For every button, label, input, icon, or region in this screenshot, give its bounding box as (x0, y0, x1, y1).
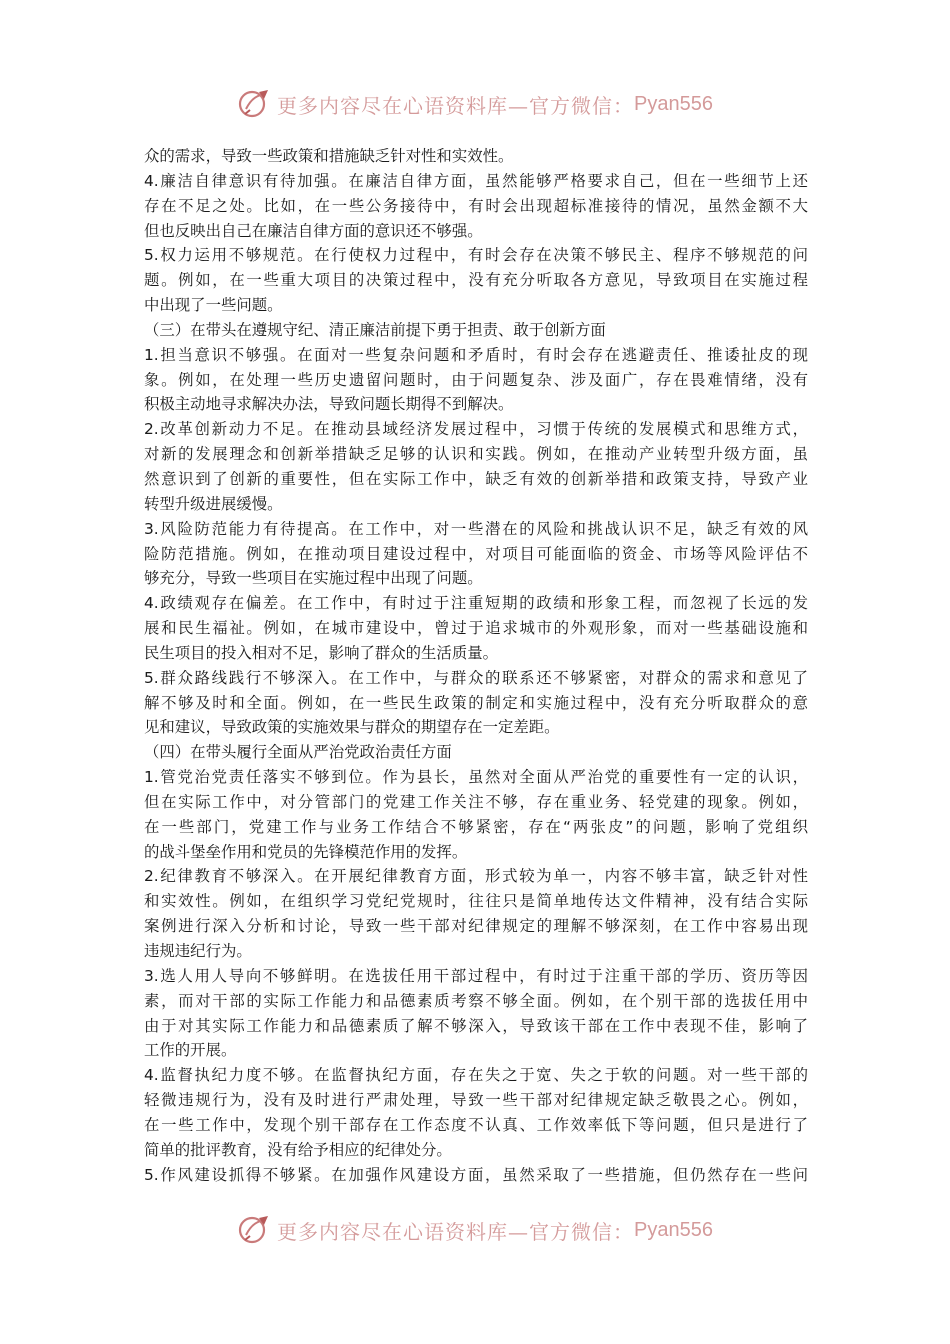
text-line: 但也反映出自己在廉洁自律方面的意识还不够强。 (144, 221, 483, 240)
text-line: 存在不足之处。比如，在一些公务接待中，有时会出现超标准接待的情况，虽然金额不大 (144, 196, 808, 215)
watermark-text: 更多内容尽在心语资料库—官方微信： (277, 93, 635, 118)
text-line: 解不够及时和全面。例如，在一些民生政策的制定和实施过程中，没有充分听取群众的意 (144, 693, 808, 712)
text-line: 在一些工作中，发现个别干部存在工作态度不认真、工作效率低下等问题，但只是进行了 (144, 1115, 808, 1134)
text-line: 4.政绩观存在偏差。在工作中，有时过于注重短期的政绩和形象工程，而忽视了长远的发 (144, 594, 808, 613)
text-line: 4.廉洁自律意识有待加强。在廉洁自律方面，虽然能够严格要求自己，但在一些细节上还 (144, 171, 808, 190)
text-line: 的战斗堡垒作用和党员的先锋模范作用的发挥。 (144, 842, 468, 861)
text-line: 然意识到了创新的重要性，但在实际工作中，缺乏有效的创新举措和政策支持，导致产业 (144, 469, 808, 488)
pen-logo-icon (237, 87, 271, 121)
text-line: （四）在带头履行全面从严治党政治责任方面 (144, 743, 452, 762)
text-line: 5.作风建设抓得不够紧。在加强作风建设方面，虽然采取了一些措施，但仍然存在一些问 (144, 1165, 808, 1184)
watermark-wechat-id: Pyan556 (634, 1218, 713, 1241)
text-line: 够充分，导致一些项目在实施过程中出现了问题。 (144, 569, 483, 588)
text-line: 见和建议，导致政策的实施效果与群众的期望存在一定差距。 (144, 718, 560, 737)
text-line: 简单的批评教育，没有给予相应的纪律处分。 (144, 1140, 452, 1159)
text-line: 3.选人用人导向不够鲜明。在选拔任用干部过程中，有时过于注重干部的学历、资历等因 (144, 966, 808, 985)
text-line: 违规违纪行为。 (144, 942, 252, 960)
header-watermark (0, 84, 950, 124)
text-line: 众的需求，导致一些政策和措施缺乏针对性和实效性。 (144, 147, 514, 165)
text-line: 展和民生福祉。例如，在城市建设中，曾过于追求城市的外观形象，而对一些基础设施和 (144, 619, 808, 638)
text-line: 轻微违规行为，没有及时进行严肃处理，导致一些干部对纪律规定缺乏敬畏之心。例如， (144, 1091, 808, 1110)
text-line: 和实效性。例如，在组织学习党纪党规时，往往只是简单地传达文件精神，没有结合实际 (144, 892, 808, 911)
text-line: 积极主动地寻求解决办法，导致问题长期得不到解决。 (144, 395, 514, 414)
watermark-text: 更多内容尽在心语资料库—官方微信： (277, 1219, 635, 1244)
text-line: 工作的开展。 (144, 1041, 237, 1060)
text-line: 题。例如，在一些重大项目的决策过程中，没有充分听取各方意见，导致项目在实施过程 (144, 271, 808, 290)
text-line: 在一些部门，党建工作与业务工作结合不够紧密，存在“两张皮”的问题，影响了党组织 (144, 817, 808, 836)
text-line: 险防范措施。例如，在推动项目建设过程中，对项目可能面临的资金、市场等风险评估不 (144, 544, 808, 563)
text-line: 1.担当意识不够强。在面对一些复杂问题和矛盾时，有时会存在逃避责任、推诿扯皮的现 (144, 345, 808, 364)
text-line: 对新的发展理念和创新举措缺乏足够的认识和实践。例如，在推动产业转型升级方面，虽 (144, 445, 808, 464)
text-line: 1.管党治党责任落实不够到位。作为县长，虽然对全面从严治党的重要性有一定的认识， (144, 768, 808, 787)
text-line: 5.群众路线践行不够深入。在工作中，与群众的联系还不够紧密，对群众的需求和意见了 (144, 668, 808, 687)
text-line: 4.监督执纪力度不够。在监督执纪方面，存在失之于宽、失之于软的问题。对一些干部的 (144, 1066, 808, 1085)
text-line: 象。例如，在处理一些历史遗留问题时，由于问题复杂、涉及面广，存在畏难情绪，没有 (144, 370, 808, 389)
text-line: 中出现了一些问题。 (144, 296, 283, 315)
watermark-wechat-id: Pyan556 (634, 92, 713, 115)
document-body (144, 144, 808, 1187)
text-line: 转型升级进展缓慢。 (144, 494, 283, 513)
text-line: 素，而对干部的实际工作能力和品德素质考察不够全面。例如，在个别干部的选拔任用中 (144, 991, 808, 1010)
text-line: （三）在带头在遵规守纪、清正廉洁前提下勇于担责、敢于创新方面 (144, 320, 606, 339)
text-line: 由于对其实际工作能力和品德素质了解不够深入，导致该干部在工作中表现不佳，影响了 (144, 1016, 808, 1035)
text-line: 民生项目的投入相对不足，影响了群众的生活质量。 (144, 643, 498, 662)
text-line: 5.权力运用不够规范。在行使权力过程中，有时会存在决策不够民主、程序不够规范的问 (144, 246, 808, 265)
text-line: 3.风险防范能力有待提高。在工作中，对一些潜在的风险和挑战认识不足，缺乏有效的风 (144, 519, 808, 538)
text-line: 2.纪律教育不够深入。在开展纪律教育方面，形式较为单一，内容不够丰富，缺乏针对性 (144, 867, 808, 886)
text-line: 案例进行深入分析和讨论，导致一些干部对纪律规定的理解不够深刻，在工作中容易出现 (144, 917, 808, 936)
pen-logo-icon (237, 1213, 271, 1247)
text-line: 2.改革创新动力不足。在推动县域经济发展过程中，习惯于传统的发展模式和思维方式， (144, 420, 808, 439)
text-line: 但在实际工作中，对分管部门的党建工作关注不够，存在重业务、轻党建的现象。例如， (144, 792, 808, 811)
footer-watermark (0, 1210, 950, 1250)
